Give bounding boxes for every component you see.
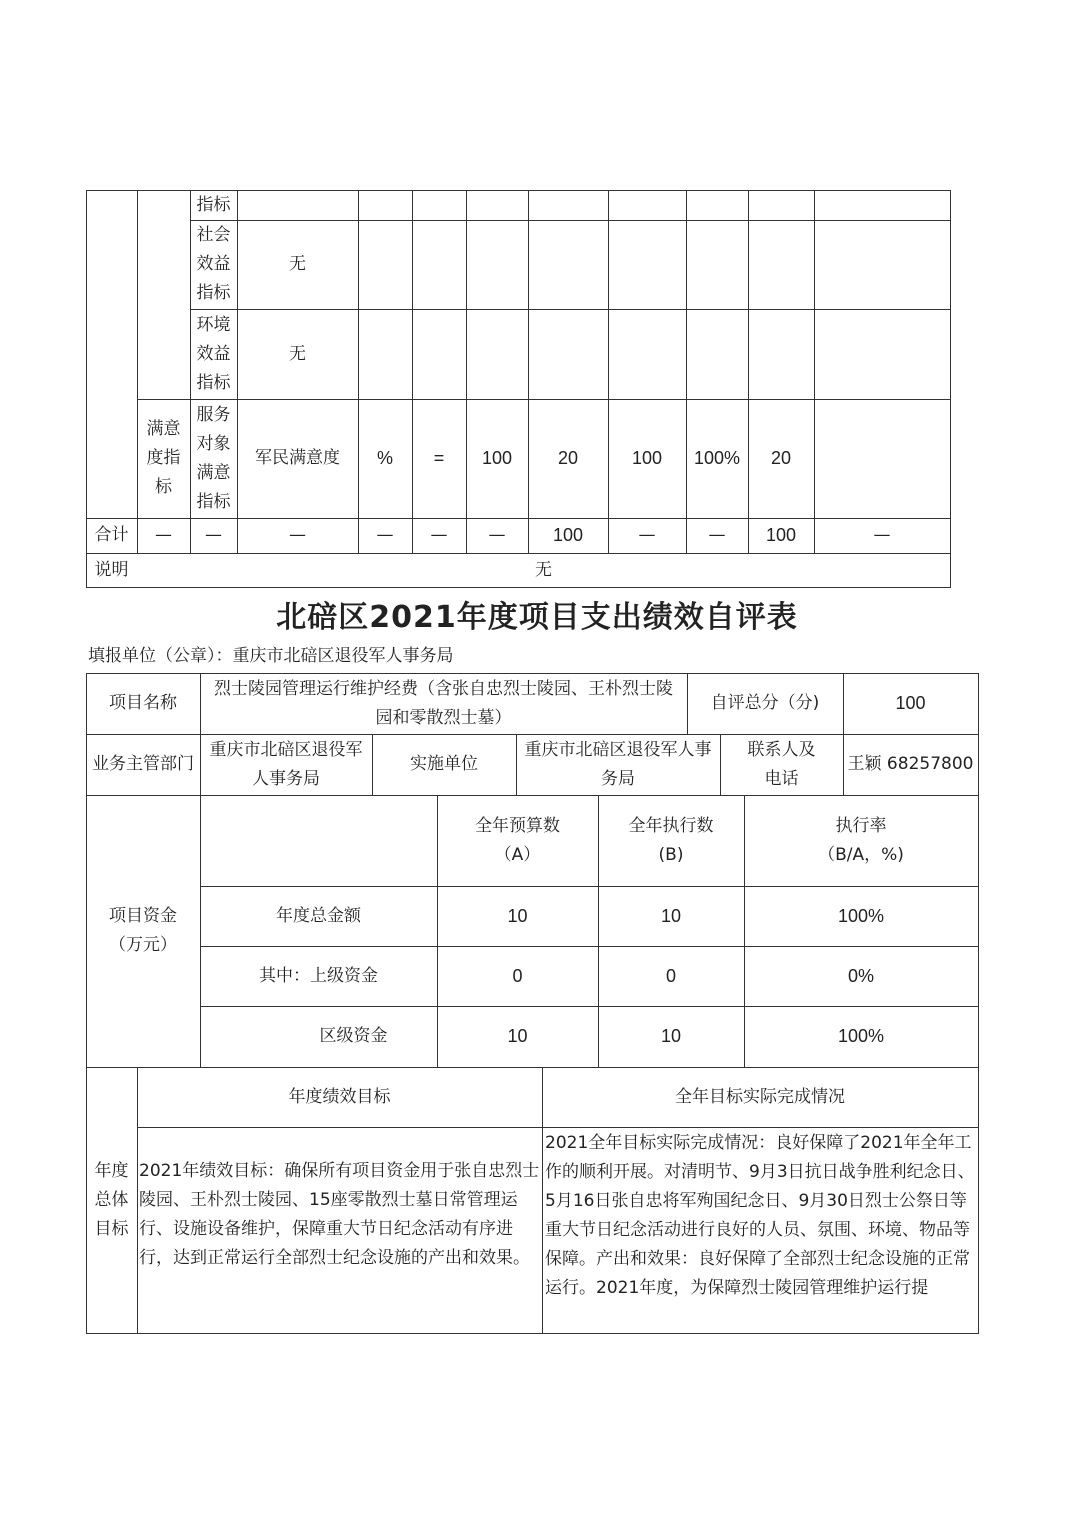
dept-label: 业务主管部门 xyxy=(92,754,194,774)
fund-row-name: 其中：上级资金 xyxy=(259,965,378,986)
self-score-label: 自评总分（分) xyxy=(710,693,820,713)
fund-row-rate: 0% xyxy=(847,965,874,986)
satisfaction-weight: 20 xyxy=(557,448,579,468)
filler-unit: 填报单位（公章）：重庆市北碚区退役军人事务局 xyxy=(88,646,454,666)
header-exec: 全年执行数(B) xyxy=(628,815,714,865)
fund-row-budget: 0 xyxy=(512,965,523,986)
header-budget: 全年预算数（A） xyxy=(475,815,560,865)
satisfaction-sub: 服务对象满意指标 xyxy=(196,404,231,512)
satisfaction-rate: 100% xyxy=(693,448,741,468)
satisfaction-unit: % xyxy=(376,448,393,468)
fund-row-exec: 0 xyxy=(665,965,676,986)
total-label: 合计 xyxy=(94,525,129,545)
funds-label: 项目资金（万元） xyxy=(109,906,177,955)
indicator-label: 指标 xyxy=(196,194,231,215)
project-name-label: 项目名称 xyxy=(109,693,177,713)
fund-row-name: 年度总金额 xyxy=(276,905,361,926)
total-dash: — xyxy=(488,525,506,545)
satisfaction-score: 20 xyxy=(770,448,792,468)
satisfaction-category: 满意度指标 xyxy=(146,419,181,497)
fund-row-rate: 100% xyxy=(837,905,885,926)
note-label: 说明 xyxy=(94,559,129,580)
note-value: 无 xyxy=(535,559,552,580)
total-dash: — xyxy=(289,525,306,545)
total-dash: — xyxy=(205,525,222,545)
total-dash: — xyxy=(155,525,172,545)
satisfaction-op: = xyxy=(433,448,445,468)
header-rate: 执行率（B/A，%) xyxy=(818,815,904,865)
fund-row-name: 区级资金 xyxy=(319,1026,388,1046)
contact-label: 联系人及电话 xyxy=(747,739,816,789)
total-dash: — xyxy=(708,525,726,545)
total-dash: — xyxy=(430,525,448,545)
total-dash: — xyxy=(638,525,656,545)
fund-row-rate: 100% xyxy=(837,1026,885,1046)
goals-actual-text: 2021全年目标实际完成情况：良好保障了2021年全年工作的顺利开展。对清明节、9月3日抗日战争胜利纪念日、5月16日张自忠将军殉国纪念日、9月30日烈士公祭日等重大节日纪念活动进行良好的人员、氛围、环境、物品等保障。产出和效果：良好保障了全部烈士纪念设施的正常运行。2021年度，为保障烈士陵园管理维护运行提 xyxy=(545,1133,975,1298)
total-dash: — xyxy=(873,525,891,545)
fund-row-budget: 10 xyxy=(507,1026,528,1046)
dept-value: 重庆市北碚区退役军人事务局 xyxy=(209,739,363,789)
total-score: 100 xyxy=(765,525,797,545)
satisfaction-target: 100 xyxy=(481,448,513,468)
impl-label: 实施单位 xyxy=(410,754,478,774)
social-benefit-value: 无 xyxy=(289,254,306,274)
impl-value: 重庆市北碚区退役军人事务局 xyxy=(524,739,712,789)
fund-row-budget: 10 xyxy=(507,905,528,926)
goals-target-text: 2021年绩效目标：确保所有项目资金用于张自忠烈士陵园、王朴烈士陵园、15座零散烈士墓日常管理运行、设施设备维护，保障重大节日纪念活动有序进行，达到正常运行全部烈士纪念设施的产出和效果。 xyxy=(139,1161,540,1268)
total-dash: — xyxy=(376,525,394,545)
fund-row-exec: 10 xyxy=(660,1026,682,1046)
fund-row-exec: 10 xyxy=(660,905,682,926)
project-name-value: 烈士陵园管理运行维护经费（含张自忠烈士陵园、王朴烈士陵园和零散烈士墓） xyxy=(214,678,673,728)
self-score-value: 100 xyxy=(895,693,926,713)
total-weight: 100 xyxy=(552,525,584,545)
goals-header-target: 年度绩效目标 xyxy=(288,1086,391,1107)
goals-label: 年度总体目标 xyxy=(94,1160,129,1239)
satisfaction-actual: 100 xyxy=(631,448,663,468)
social-benefit-label: 社会效益指标 xyxy=(196,225,231,303)
page-title: 北碚区2021年度项目支出绩效自评表 xyxy=(276,600,798,635)
satisfaction-name: 军民满意度 xyxy=(255,448,340,468)
env-benefit-value: 无 xyxy=(289,343,306,364)
contact-value: 王颖 68257800 xyxy=(847,754,974,774)
goals-header-actual: 全年目标实际完成情况 xyxy=(675,1086,845,1107)
env-benefit-label: 环境效益指标 xyxy=(196,314,231,393)
